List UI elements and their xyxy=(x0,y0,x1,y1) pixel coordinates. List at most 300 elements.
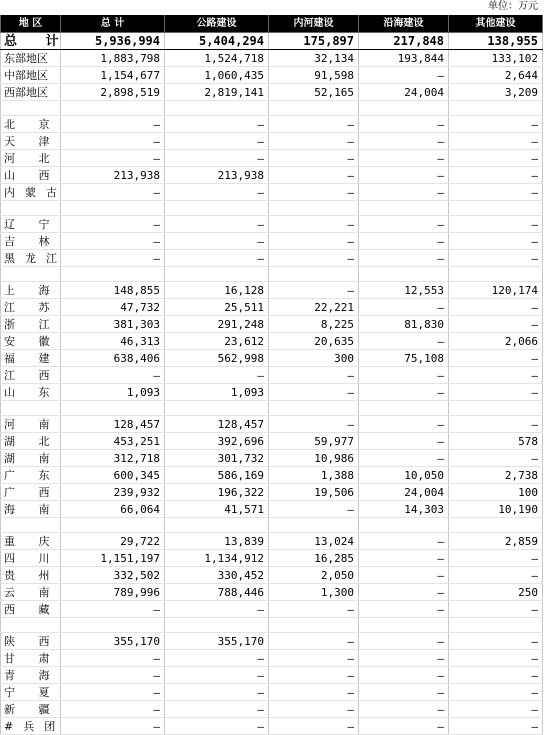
cell-inland-waterway: 1,300 xyxy=(269,584,359,601)
cell-region: 吉 林 xyxy=(1,233,61,250)
cell-inland-waterway: 91,598 xyxy=(269,67,359,84)
table-header-row xyxy=(1,15,543,33)
cell-inland-waterway: – xyxy=(269,167,359,184)
cell-coastal: – xyxy=(359,167,449,184)
cell-total: 1,151,197 xyxy=(61,550,165,567)
cell-coastal: – xyxy=(359,567,449,584)
cell-coastal: – xyxy=(359,416,449,433)
cell-coastal: – xyxy=(359,133,449,150)
cell-other: – xyxy=(449,250,543,267)
cell-other: 133,102 xyxy=(449,50,543,67)
cell-total: – xyxy=(61,133,165,150)
cell-inland-waterway: 1,388 xyxy=(269,467,359,484)
cell-other xyxy=(449,518,543,533)
cell-other: – xyxy=(449,684,543,701)
table-row xyxy=(1,299,543,316)
cell-coastal xyxy=(359,618,449,633)
cell-inland-waterway: 52,165 xyxy=(269,84,359,101)
cell-region: 黑龙江 xyxy=(1,250,61,267)
table-row xyxy=(1,416,543,433)
table-row xyxy=(1,250,543,267)
cell-region: 河 南 xyxy=(1,416,61,433)
cell-region xyxy=(1,518,61,533)
cell-coastal: 75,108 xyxy=(359,350,449,367)
cell-inland-waterway: – xyxy=(269,684,359,701)
cell-region: 浙 江 xyxy=(1,316,61,333)
cell-inland-waterway: – xyxy=(269,116,359,133)
cell-total: – xyxy=(61,216,165,233)
cell-coastal: – xyxy=(359,450,449,467)
cell-highway: – xyxy=(165,216,269,233)
table-row xyxy=(1,316,543,333)
cell-total: 29,722 xyxy=(61,533,165,550)
cell-region: 上 海 xyxy=(1,282,61,299)
cell-total xyxy=(61,101,165,116)
table-row xyxy=(1,50,543,67)
cell-region: 云 南 xyxy=(1,584,61,601)
cell-inland-waterway: – xyxy=(269,367,359,384)
cell-coastal: – xyxy=(359,701,449,718)
cell-other: 2,644 xyxy=(449,67,543,84)
cell-total: 46,313 xyxy=(61,333,165,350)
cell-inland-waterway: – xyxy=(269,718,359,735)
cell-highway: 1,524,718 xyxy=(165,50,269,67)
cell-region: 江 西 xyxy=(1,367,61,384)
cell-inland-waterway xyxy=(269,618,359,633)
cell-inland-waterway xyxy=(269,101,359,116)
table-row xyxy=(1,150,543,167)
table-row xyxy=(1,501,543,518)
cell-coastal xyxy=(359,201,449,216)
cell-inland-waterway: 16,285 xyxy=(269,550,359,567)
cell-region: 北 京 xyxy=(1,116,61,133)
cell-other: – xyxy=(449,367,543,384)
cell-other: 2,066 xyxy=(449,333,543,350)
cell-inland-waterway: 10,986 xyxy=(269,450,359,467)
cell-region: 重 庆 xyxy=(1,533,61,550)
cell-region: 内蒙古 xyxy=(1,184,61,201)
cell-total xyxy=(61,401,165,416)
cell-total: 453,251 xyxy=(61,433,165,450)
table-row xyxy=(1,650,543,667)
cell-highway: – xyxy=(165,667,269,684)
investment-table xyxy=(0,15,543,735)
cell-other: – xyxy=(449,316,543,333)
cell-other: 250 xyxy=(449,584,543,601)
cell-other: 3,209 xyxy=(449,84,543,101)
cell-inland-waterway: 32,134 xyxy=(269,50,359,67)
cell-inland-waterway: 300 xyxy=(269,350,359,367)
cell-highway: 2,819,141 xyxy=(165,84,269,101)
cell-other: – xyxy=(449,384,543,401)
cell-coastal: – xyxy=(359,116,449,133)
cell-highway: 5,404,294 xyxy=(165,33,269,50)
cell-total: – xyxy=(61,367,165,384)
cell-total: 312,718 xyxy=(61,450,165,467)
cell-coastal: – xyxy=(359,601,449,618)
cell-highway: 41,571 xyxy=(165,501,269,518)
cell-inland-waterway: – xyxy=(269,701,359,718)
header-other: 其他建设 xyxy=(449,15,543,33)
cell-region: 西部地区 xyxy=(1,84,61,101)
spacer-row xyxy=(1,101,543,116)
cell-region: 江 苏 xyxy=(1,299,61,316)
table-row xyxy=(1,667,543,684)
spacer-row xyxy=(1,201,543,216)
cell-region: 陕 西 xyxy=(1,633,61,650)
spacer-row xyxy=(1,618,543,633)
cell-highway: 291,248 xyxy=(165,316,269,333)
cell-highway: – xyxy=(165,367,269,384)
cell-highway xyxy=(165,101,269,116)
cell-region: 贵 州 xyxy=(1,567,61,584)
cell-highway: 355,170 xyxy=(165,633,269,650)
spacer-row xyxy=(1,267,543,282)
cell-coastal: – xyxy=(359,184,449,201)
cell-coastal xyxy=(359,401,449,416)
cell-total xyxy=(61,267,165,282)
cell-inland-waterway xyxy=(269,518,359,533)
cell-inland-waterway: – xyxy=(269,250,359,267)
cell-other: – xyxy=(449,633,543,650)
table-row xyxy=(1,384,543,401)
table-row xyxy=(1,584,543,601)
cell-total: 128,457 xyxy=(61,416,165,433)
cell-highway: 25,511 xyxy=(165,299,269,316)
cell-highway: 23,612 xyxy=(165,333,269,350)
cell-coastal: – xyxy=(359,367,449,384)
cell-highway: – xyxy=(165,718,269,735)
table-row xyxy=(1,467,543,484)
cell-region: 海 南 xyxy=(1,501,61,518)
cell-other: 2,859 xyxy=(449,533,543,550)
cell-inland-waterway: 19,506 xyxy=(269,484,359,501)
cell-total: – xyxy=(61,150,165,167)
cell-inland-waterway: – xyxy=(269,633,359,650)
table-body xyxy=(1,33,543,735)
cell-coastal: – xyxy=(359,550,449,567)
table-row xyxy=(1,84,543,101)
cell-highway xyxy=(165,201,269,216)
cell-highway: – xyxy=(165,116,269,133)
cell-region: 甘 肃 xyxy=(1,650,61,667)
cell-region: 广 东 xyxy=(1,467,61,484)
cell-inland-waterway: – xyxy=(269,650,359,667)
table-row xyxy=(1,167,543,184)
cell-coastal: 10,050 xyxy=(359,467,449,484)
cell-highway: – xyxy=(165,601,269,618)
cell-inland-waterway: – xyxy=(269,501,359,518)
cell-inland-waterway: 20,635 xyxy=(269,333,359,350)
cell-other: 100 xyxy=(449,484,543,501)
cell-highway: – xyxy=(165,150,269,167)
table-row xyxy=(1,701,543,718)
cell-inland-waterway: – xyxy=(269,216,359,233)
cell-total: 5,936,994 xyxy=(61,33,165,50)
cell-other: – xyxy=(449,299,543,316)
cell-other: – xyxy=(449,450,543,467)
cell-coastal: 12,553 xyxy=(359,282,449,299)
cell-highway: – xyxy=(165,233,269,250)
table-row xyxy=(1,216,543,233)
cell-inland-waterway: – xyxy=(269,150,359,167)
cell-inland-waterway: 2,050 xyxy=(269,567,359,584)
cell-inland-waterway: – xyxy=(269,282,359,299)
cell-total: – xyxy=(61,650,165,667)
cell-coastal: 217,848 xyxy=(359,33,449,50)
cell-other: – xyxy=(449,567,543,584)
cell-total: 638,406 xyxy=(61,350,165,367)
cell-highway: 392,696 xyxy=(165,433,269,450)
cell-region xyxy=(1,267,61,282)
cell-total: 148,855 xyxy=(61,282,165,299)
cell-total xyxy=(61,201,165,216)
cell-other: – xyxy=(449,550,543,567)
cell-highway: 562,998 xyxy=(165,350,269,367)
cell-other: – xyxy=(449,350,543,367)
cell-highway: – xyxy=(165,250,269,267)
table-row xyxy=(1,282,543,299)
cell-total: – xyxy=(61,701,165,718)
cell-inland-waterway: – xyxy=(269,601,359,618)
cell-other: – xyxy=(449,416,543,433)
cell-total: 213,938 xyxy=(61,167,165,184)
cell-inland-waterway: – xyxy=(269,133,359,150)
cell-region: 四 川 xyxy=(1,550,61,567)
table-row xyxy=(1,133,543,150)
cell-other: – xyxy=(449,216,543,233)
cell-highway: – xyxy=(165,184,269,201)
table-row xyxy=(1,601,543,618)
cell-other xyxy=(449,401,543,416)
cell-coastal: – xyxy=(359,150,449,167)
cell-coastal: – xyxy=(359,650,449,667)
cell-coastal: – xyxy=(359,718,449,735)
cell-total: – xyxy=(61,116,165,133)
cell-other: – xyxy=(449,167,543,184)
cell-total: 1,093 xyxy=(61,384,165,401)
cell-total: 239,932 xyxy=(61,484,165,501)
cell-inland-waterway: 13,024 xyxy=(269,533,359,550)
cell-total: 1,154,677 xyxy=(61,67,165,84)
table-row xyxy=(1,718,543,735)
cell-coastal: – xyxy=(359,667,449,684)
cell-other: – xyxy=(449,601,543,618)
unit-label: 单位：万元 xyxy=(488,1,538,12)
cell-highway: – xyxy=(165,701,269,718)
cell-total: 66,064 xyxy=(61,501,165,518)
cell-region: 山 东 xyxy=(1,384,61,401)
cell-inland-waterway: – xyxy=(269,416,359,433)
table-row xyxy=(1,550,543,567)
cell-region: 山 西 xyxy=(1,167,61,184)
cell-other: 138,955 xyxy=(449,33,543,50)
cell-other xyxy=(449,201,543,216)
cell-total: – xyxy=(61,684,165,701)
cell-coastal xyxy=(359,518,449,533)
cell-highway: 788,446 xyxy=(165,584,269,601)
cell-coastal: – xyxy=(359,299,449,316)
cell-region: 安 徽 xyxy=(1,333,61,350)
cell-highway: – xyxy=(165,650,269,667)
table-row xyxy=(1,33,543,50)
cell-inland-waterway: 59,977 xyxy=(269,433,359,450)
table-row xyxy=(1,184,543,201)
cell-coastal: – xyxy=(359,333,449,350)
cell-other: 120,174 xyxy=(449,282,543,299)
table-row xyxy=(1,567,543,584)
cell-coastal: – xyxy=(359,684,449,701)
cell-highway: – xyxy=(165,133,269,150)
cell-coastal xyxy=(359,267,449,282)
cell-highway: 128,457 xyxy=(165,416,269,433)
cell-inland-waterway xyxy=(269,201,359,216)
cell-other: – xyxy=(449,667,543,684)
cell-coastal: – xyxy=(359,233,449,250)
cell-total xyxy=(61,618,165,633)
cell-coastal: – xyxy=(359,216,449,233)
spacer-row xyxy=(1,518,543,533)
cell-highway: 330,452 xyxy=(165,567,269,584)
cell-region: 广 西 xyxy=(1,484,61,501)
cell-region: 天 津 xyxy=(1,133,61,150)
cell-total: 355,170 xyxy=(61,633,165,650)
cell-coastal xyxy=(359,101,449,116)
cell-total xyxy=(61,518,165,533)
cell-coastal: – xyxy=(359,533,449,550)
cell-other xyxy=(449,267,543,282)
table-row xyxy=(1,367,543,384)
cell-coastal: – xyxy=(359,633,449,650)
cell-coastal: – xyxy=(359,433,449,450)
cell-region: 西 藏 xyxy=(1,601,61,618)
cell-highway: 196,322 xyxy=(165,484,269,501)
cell-highway xyxy=(165,267,269,282)
cell-other: 2,738 xyxy=(449,467,543,484)
cell-total: – xyxy=(61,233,165,250)
header-region: 地 区 xyxy=(1,15,61,33)
cell-coastal: 24,004 xyxy=(359,84,449,101)
cell-coastal: – xyxy=(359,67,449,84)
cell-region: 总 计 xyxy=(1,33,61,50)
cell-inland-waterway: 22,221 xyxy=(269,299,359,316)
cell-highway: 586,169 xyxy=(165,467,269,484)
cell-region: 湖 北 xyxy=(1,433,61,450)
cell-coastal: 14,303 xyxy=(359,501,449,518)
cell-region: 中部地区 xyxy=(1,67,61,84)
cell-total: 47,732 xyxy=(61,299,165,316)
cell-other: – xyxy=(449,150,543,167)
cell-highway xyxy=(165,618,269,633)
cell-other: – xyxy=(449,233,543,250)
cell-region: 河 北 xyxy=(1,150,61,167)
cell-region: 辽 宁 xyxy=(1,216,61,233)
cell-inland-waterway: 175,897 xyxy=(269,33,359,50)
header-total: 总 计 xyxy=(61,15,165,33)
cell-region: 湖 南 xyxy=(1,450,61,467)
cell-inland-waterway xyxy=(269,267,359,282)
cell-coastal: 24,004 xyxy=(359,484,449,501)
cell-highway xyxy=(165,401,269,416)
cell-highway: 1,060,435 xyxy=(165,67,269,84)
cell-total: 2,898,519 xyxy=(61,84,165,101)
cell-other: – xyxy=(449,701,543,718)
table-row xyxy=(1,684,543,701)
table-row xyxy=(1,450,543,467)
cell-total: – xyxy=(61,184,165,201)
cell-total: 789,996 xyxy=(61,584,165,601)
header-highway: 公路建设 xyxy=(165,15,269,33)
cell-highway: – xyxy=(165,684,269,701)
cell-total: 381,303 xyxy=(61,316,165,333)
cell-region xyxy=(1,201,61,216)
cell-region xyxy=(1,401,61,416)
cell-region: 宁 夏 xyxy=(1,684,61,701)
cell-other: – xyxy=(449,184,543,201)
table-row xyxy=(1,433,543,450)
header-coastal: 沿海建设 xyxy=(359,15,449,33)
cell-coastal: – xyxy=(359,384,449,401)
table-row xyxy=(1,350,543,367)
table-row xyxy=(1,333,543,350)
spacer-row xyxy=(1,401,543,416)
cell-region xyxy=(1,101,61,116)
header-inland-waterway: 内河建设 xyxy=(269,15,359,33)
table-row xyxy=(1,484,543,501)
cell-highway: 213,938 xyxy=(165,167,269,184)
cell-region: 东部地区 xyxy=(1,50,61,67)
cell-inland-waterway: – xyxy=(269,233,359,250)
cell-coastal: 193,844 xyxy=(359,50,449,67)
cell-other: – xyxy=(449,650,543,667)
cell-other: 10,190 xyxy=(449,501,543,518)
cell-highway: 1,093 xyxy=(165,384,269,401)
cell-region: 新 疆 xyxy=(1,701,61,718)
cell-coastal: 81,830 xyxy=(359,316,449,333)
cell-highway: 16,128 xyxy=(165,282,269,299)
cell-total: – xyxy=(61,250,165,267)
cell-total: – xyxy=(61,718,165,735)
table-row xyxy=(1,67,543,84)
cell-region xyxy=(1,618,61,633)
cell-highway: 1,134,912 xyxy=(165,550,269,567)
cell-total: 332,502 xyxy=(61,567,165,584)
cell-other: 578 xyxy=(449,433,543,450)
cell-inland-waterway: – xyxy=(269,667,359,684)
cell-highway xyxy=(165,518,269,533)
cell-other: – xyxy=(449,133,543,150)
table-row xyxy=(1,633,543,650)
table-row xyxy=(1,116,543,133)
cell-region: 福 建 xyxy=(1,350,61,367)
cell-other xyxy=(449,618,543,633)
cell-other: – xyxy=(449,718,543,735)
cell-total: – xyxy=(61,667,165,684)
cell-region: 青 海 xyxy=(1,667,61,684)
cell-coastal: – xyxy=(359,250,449,267)
cell-inland-waterway xyxy=(269,401,359,416)
table-row xyxy=(1,233,543,250)
cell-other xyxy=(449,101,543,116)
cell-coastal: – xyxy=(359,584,449,601)
table-row xyxy=(1,533,543,550)
cell-other: – xyxy=(449,116,543,133)
cell-highway: 13,839 xyxy=(165,533,269,550)
cell-highway: 301,732 xyxy=(165,450,269,467)
cell-inland-waterway: – xyxy=(269,184,359,201)
cell-inland-waterway: 8,225 xyxy=(269,316,359,333)
cell-region: #兵团 xyxy=(1,718,61,735)
